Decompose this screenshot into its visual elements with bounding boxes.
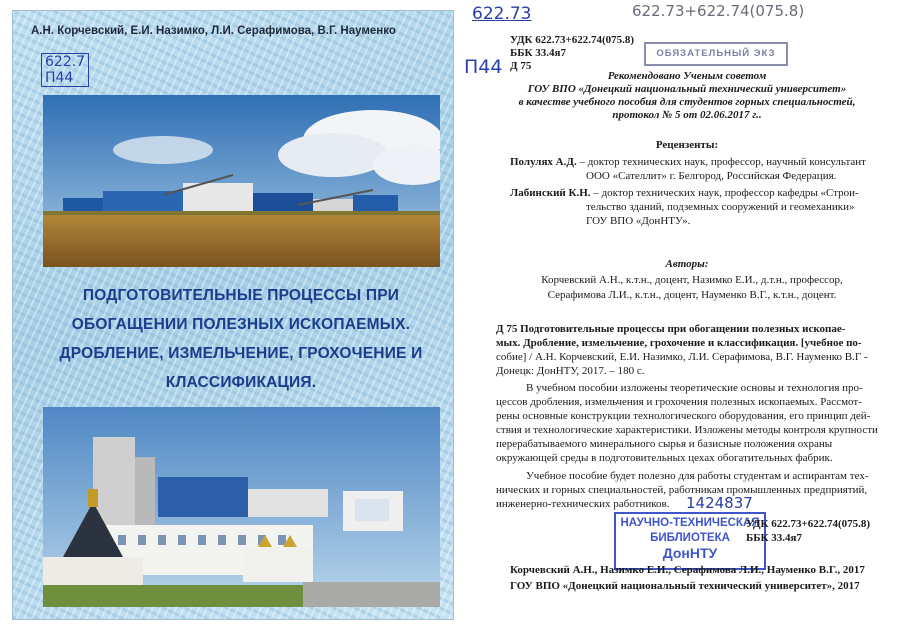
bbk-code: ББК 33.4я7 [510, 47, 566, 59]
reviewer-2-line2: тельство зданий, подземных сооружений и геомеханики» [586, 201, 855, 213]
handwritten-shelf-code [41, 53, 89, 87]
abstract-line: В учебном пособии изложены теоретические основы и технология про- [526, 382, 863, 394]
cover-authors: А.Н. Корчевский, Е.И. Назимко, Л.И. Серафимова, В.Г. Науменко [31, 25, 396, 37]
handwritten-code-line1: 622.7 [45, 54, 86, 70]
copyright-authors: Корчевский А.Н., Назимко Е.И., Серафимова Л.И., Науменко В.Г., 2017 [510, 564, 865, 576]
mandatory-copy-stamp-text: ОБЯЗАТЕЛЬНЫЙ ЭКЗ [656, 48, 776, 59]
handwritten-code-line2: П44 [45, 70, 74, 86]
library-stamp-line: БИБЛИОТЕКА [650, 532, 730, 544]
bbk-code-bottom: ББК 33.4я7 [746, 532, 802, 544]
abstract-line: рены основные конструкции технологического оборудования, его принцип дей- [496, 410, 871, 422]
reviewer-2 [510, 187, 859, 199]
reviewers-heading: Рецензенты: [655, 139, 719, 151]
useful-line: инженерно-технических работников. [496, 498, 670, 510]
abstract-line: цессов дробления, измельчения и грохочения полезных ископаемых. Рассмот- [496, 396, 862, 408]
reviewer-1-desc: – доктор технических наук, профессор, научный консультант [576, 156, 866, 168]
authors-line: Серафимова Л.И., к.т.н., доцент, Науменко В.Г., к.т.н., доцент. [547, 289, 837, 301]
cover-title-line: ДРОБЛЕНИЕ, ИЗМЕЛЬЧЕНИЕ, ГРОХОЧЕНИЕ И [59, 345, 423, 362]
reviewer-2-desc: – доктор технических наук, профессор кафедры «Строи- [590, 187, 859, 199]
d75-code: Д 75 [510, 60, 532, 72]
reviewer-1-line2: ООО «Сателлит» г. Белгород, Российская Федерация. [586, 170, 837, 182]
library-stamp-line: НАУЧНО-ТЕХНИЧЕСКАЯ [620, 517, 760, 529]
bib-line-4: Донецк: ДонНТУ, 2017. – 180 с. [496, 365, 645, 377]
library-stamp-line: ДонНТУ [662, 545, 718, 561]
authors-line: Корчевский А.Н., к.т.н., доцент, Назимко Е.И., д.т.н., профессор, [541, 274, 843, 286]
cover-title-line: ПОДГОТОВИТЕЛЬНЫЕ ПРОЦЕССЫ ПРИ [82, 287, 400, 304]
udk-code-bottom: УДК 622.73+622.74(075.8) [746, 518, 871, 530]
abstract-line: окружающей среды в подготовительных цехах обогатительных фабрик. [496, 452, 833, 464]
handwritten-shelf-mark: П44 [464, 56, 503, 78]
useful-line: нических и горных специальностей, работникам промышленных предприятий, [496, 484, 868, 496]
recommended-line: протокол № 5 от 02.06.2017 г.. [612, 109, 762, 121]
cover-title [37, 281, 445, 397]
bib-line-2: мых. Дробление, измельчение, грохочение и классификация. [учебное по- [496, 337, 862, 349]
mandatory-copy-stamp [644, 42, 788, 66]
reviewer-1-name: Полулях А.Д. [510, 156, 577, 168]
copyright-university: ГОУ ВПО «Донецкий национальный технический университет», 2017 [510, 580, 860, 592]
bib-line-3: собие] / А.Н. Корчевский, Е.И. Назимко, Л.И. Серафимова, В.Г. Науменко В.Г - [496, 351, 868, 363]
reviewer-2-name: Лабинский К.Н. [510, 187, 591, 199]
bib-line-1: Д 75 Подготовительные процессы при обогащении полезных ископае- [496, 323, 846, 335]
recommended-line: в качестве учебного пособия для студентов горных специальностей, [518, 96, 856, 108]
cover-title-line: ОБОГАЩЕНИИ ПОЛЕЗНЫХ ИСКОПАЕМЫХ. [71, 316, 411, 333]
title-page [462, 0, 900, 630]
abstract-line: ствия и технологические характеристики. Изложены методы контроля крупности [496, 424, 878, 436]
cover-photo-processing-plant [43, 407, 440, 607]
library-stamp [614, 512, 766, 570]
handwritten-class-number: 622.73 [472, 4, 532, 24]
reviewer-1 [510, 156, 866, 168]
inventory-number: 1424837 [686, 494, 753, 512]
cover-photo-plant-field [43, 95, 440, 267]
cover-title-line: КЛАССИФИКАЦИЯ. [165, 374, 317, 391]
authors-heading: Авторы: [665, 258, 709, 270]
udk-code: УДК 622.73+622.74(075.8) [510, 34, 635, 46]
reviewer-2-line3: ГОУ ВПО «ДонНТУ». [586, 215, 691, 227]
abstract-line: перерабатываемого минерального сырья и базисные положения охраны [496, 438, 833, 450]
book-cover [12, 10, 454, 620]
recommended-line: Рекомендовано Ученым советом [607, 70, 767, 82]
useful-line: Учебное пособие будет полезно для работы студентам и аспирантам тех- [526, 470, 869, 482]
recommended-line: ГОУ ВПО «Донецкий национальный технический университет» [527, 83, 847, 95]
handwritten-udk-note: 622.73+622.74(075.8) [632, 2, 805, 20]
